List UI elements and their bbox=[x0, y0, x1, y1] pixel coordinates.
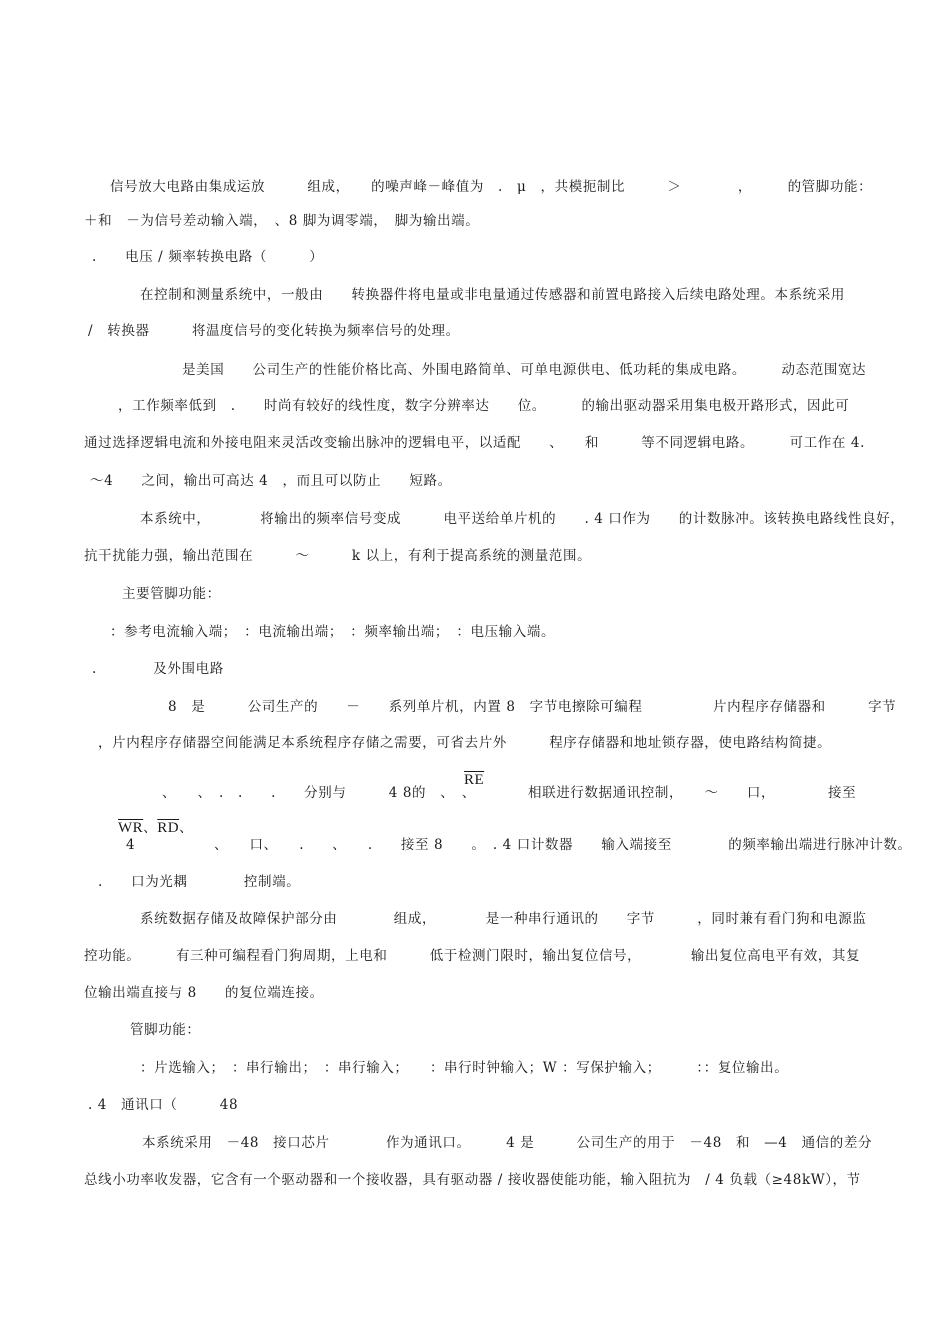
text-line: 8 是 公司生产的 － 系列单片机，内置 8 字节电擦除可编程 片内程序存储器和 字节 bbox=[168, 699, 897, 715]
wr-overbar-signal: $\overline{WR}$ bbox=[118, 820, 144, 836]
section-heading: . 电压 / 频率转换电路（ ） bbox=[92, 249, 324, 265]
rd-overbar-signal: $\overline{RD}$ bbox=[157, 820, 180, 836]
text-line: 总线小功率收发器，它含有一个驱动器和一个接收器，具有驱动器 / 接收器使能功能，输入阻抗为 / 4 负载（≥48kW），节 bbox=[84, 1172, 861, 1188]
text-line: 在控制和测量系统中，一般由 转换器件将电量或非电量通过传感器和前置电路接入后续电路处理。本系统采用 bbox=[140, 287, 845, 303]
text-line: 相联进行数据通讯控制， ～ 口， bbox=[528, 785, 776, 801]
text-line: 4 bbox=[126, 837, 136, 853]
text-line: 信号放大电路由集成运放 组成， 的噪声峰－峰值为 . μ ，共模扼制比 ＞ ， 的管脚功能： bbox=[110, 179, 873, 195]
text-line: ，片内程序存储器空间能满足本系统程序存储之需要，可省去片外 程序存储器和地址锁存器，使电路结构简捷。 bbox=[98, 735, 832, 751]
text-line: ：参考电流输入端； ：电流输出端； ：频率输出端； ：电压输入端。 bbox=[110, 624, 556, 640]
section-heading: . 及外围电路 bbox=[92, 661, 224, 677]
text-line: 位输出端直接与 8 的复位端连接。 bbox=[84, 985, 324, 1001]
text-line: 本系统采用 －48 接口芯片 作为通讯口。 4 是 公司生产的用于 －48 和 —4 通信的差分 bbox=[142, 1135, 873, 1151]
text-line: 接至 bbox=[828, 785, 857, 801]
text-line: 本系统中， 将输出的频率信号变成 电平送给单片机的 . 4 口作为 的计数脉冲。该转换电路线性良好， bbox=[140, 511, 905, 527]
text-line: . 口为光耦 控制端。 bbox=[98, 874, 301, 890]
subheading: 主要管脚功能： bbox=[122, 586, 221, 602]
text-line: 系统数据存储及故障保护部分由 组成， 是一种串行通讯的 字节 ，同时兼有看门狗和电源监 bbox=[140, 911, 867, 927]
text-line: 通过选择逻辑电流和外接电阻来灵活改变输出脉冲的逻辑电平，以适配 、 和 等不同逻辑电路。 可工作在 4. bbox=[84, 435, 865, 451]
text-line: 控功能。 有三种可编程看门狗周期，上电和 低于检测门限时，输出复位信号， 输出复位高电平有效，其复 bbox=[84, 948, 861, 964]
section-heading: . 4 通讯口（ 48 bbox=[88, 1097, 239, 1113]
text-line: ，工作频率低到 . 时尚有较好的线性度，数字分辨率达 位。 的输出驱动器采用集电极开路形式，因此可 bbox=[118, 398, 850, 414]
text-line: ～4 之间，输出可高达 4 ，而且可以防止 短路。 bbox=[90, 473, 452, 489]
re-overbar-signal: $\overline{RE}$ bbox=[464, 772, 485, 788]
text-line: / 转换器 将温度信号的变化转换为频率信号的处理。 bbox=[88, 323, 460, 339]
subheading: 管脚功能： bbox=[130, 1022, 201, 1038]
separator: 、 bbox=[143, 820, 158, 836]
text-line: 、 、 . . . 分别与 4 8的 、 、 bbox=[162, 785, 476, 801]
text-line: 是美国 公司生产的性能价格比高、外围电路简单、可单电源供电、低功耗的集成电路。 动态范围宽达 bbox=[182, 362, 867, 378]
text-line: ＋和 －为信号差动输入端， 、8 脚为调零端， 脚为输出端。 bbox=[84, 213, 480, 229]
text-line: 、 口、 . 、 . 接至 8 。 . 4 口计数器 输入端接至 的频率输出端进行脉冲计数。 bbox=[214, 837, 912, 853]
text-line: ：片选输入； ：串行输出； ：串行输入； ：串行时钟输入；W ：写保护输入； ：：复位输出。 bbox=[140, 1060, 789, 1076]
separator: 、 bbox=[179, 820, 194, 836]
text-line: 抗干扰能力强，输出范围在 ～ k 以上，有利于提高系统的测量范围。 bbox=[84, 548, 592, 564]
